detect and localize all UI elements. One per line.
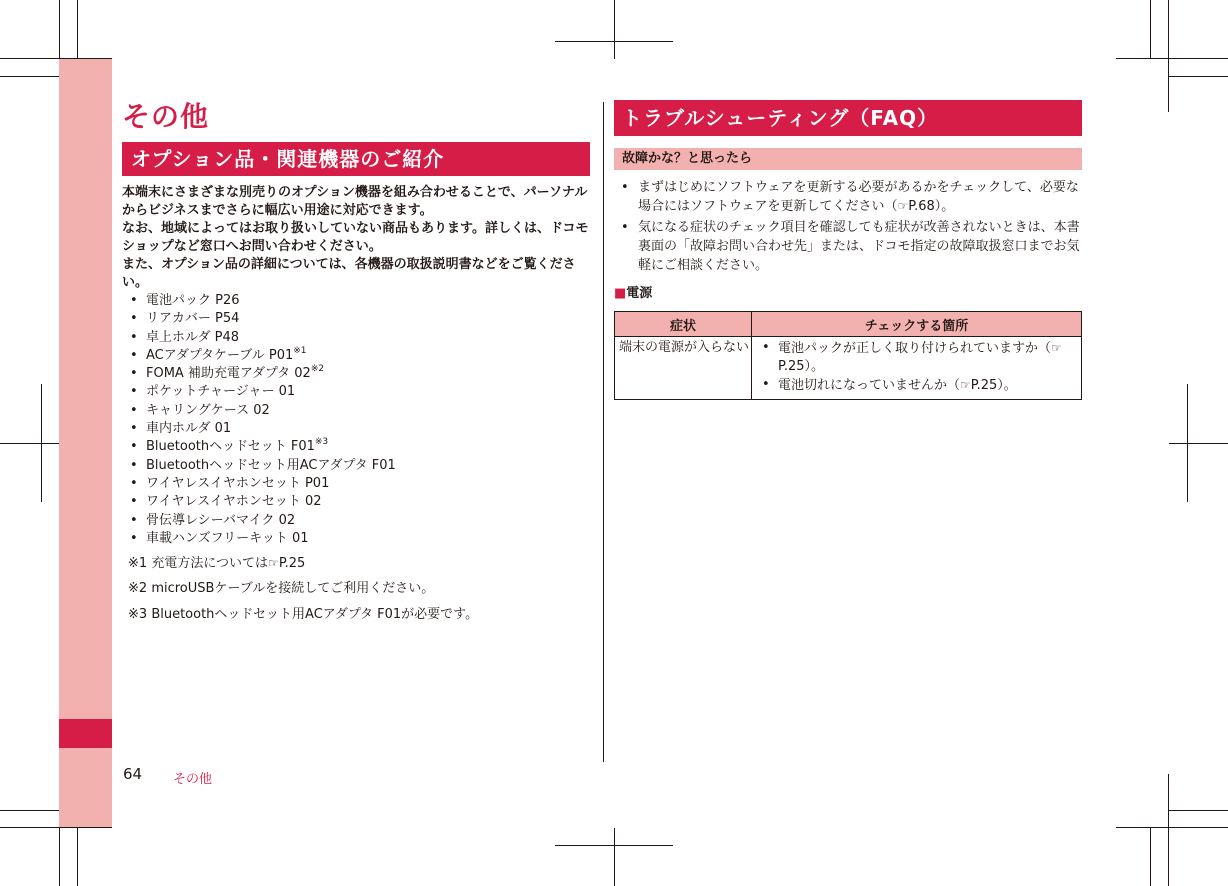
reference-icon: ☞ (268, 556, 279, 571)
table-header-row (615, 312, 1082, 337)
footnote-1 (122, 554, 590, 580)
right-column (614, 100, 1082, 400)
check-cell (752, 337, 1082, 400)
square-bullet-icon: ■ (614, 286, 627, 301)
option-item (122, 457, 590, 475)
page-reference[interactable]: P.68 (908, 199, 935, 214)
faq-item (614, 218, 1082, 275)
option-name: Bluetoothヘッドセット用ACアダプタ F01 (146, 457, 396, 473)
option-note-mark: ※1 (293, 345, 307, 356)
option-name: 骨伝導レシーバマイク 02 (146, 512, 296, 528)
option-note-mark: ※3 (314, 437, 329, 448)
option-name: ACアダプタケーブル P01 (146, 347, 294, 363)
intro-paragraph: なお、地域によってはお取り扱いしていない商品もあります。詳しくは、ドコモショップなど窓口へお問い合わせください。 (122, 221, 589, 254)
footnote-text: microUSBケーブルを接続してご利用ください。 (151, 581, 435, 597)
option-name: FOMA 補助充電アダプタ 02 (146, 366, 311, 382)
side-index-band (59, 59, 112, 827)
option-item (122, 402, 590, 420)
reference-icon: ☞ (897, 199, 909, 213)
option-item (122, 292, 590, 310)
intro-paragraph: また、オプション品の詳細については、各機器の取扱説明書などをご覧ください。 (122, 257, 576, 290)
options-list (122, 292, 590, 548)
column-header-check: チェックする箇所 (752, 312, 1082, 337)
footnote-text: Bluetoothヘッドセット用ACアダプタ F01が必要です。 (151, 607, 479, 623)
footnote-mark: ※3 (128, 607, 148, 623)
check-list (756, 339, 1079, 395)
faq-header: トラブルシューティング（FAQ） (614, 100, 1082, 136)
faq-item-end: ）。 (934, 199, 955, 214)
category-label (614, 285, 1082, 303)
option-item (122, 438, 590, 456)
footnote-3 (122, 606, 590, 632)
footnote-mark: ※2 (128, 581, 148, 597)
option-item (122, 365, 590, 383)
footnote-text: 充電方法については (151, 556, 269, 572)
option-item (122, 530, 590, 548)
faq-item (614, 178, 1082, 216)
option-name: リアカバー P54 (146, 311, 240, 327)
option-name: Bluetoothヘッドセット F01 (146, 439, 315, 455)
symptom-cell: 端末の電源が入らない (615, 337, 752, 400)
option-name: 電池パック P26 (146, 293, 240, 308)
option-item (122, 420, 590, 438)
option-name: ワイヤレスイヤホンセット P01 (146, 475, 330, 491)
faq-subheader: 故障かな？と思ったら (614, 148, 1082, 170)
option-name: キャリングケース 02 (146, 402, 270, 418)
section-title: その他 (122, 100, 210, 133)
reference-icon: ☞ (1051, 341, 1062, 355)
footnotes (122, 554, 590, 632)
faq-item-text: まずはじめにソフトウェアを更新する必要があるかをチェックして、必要な場合にはソフトウェアを更新してください（ (638, 180, 1079, 214)
page-reference[interactable]: P.25 (278, 556, 306, 572)
footnote-2 (122, 580, 590, 606)
option-name: 車載ハンズフリーキット 01 (146, 530, 309, 546)
option-item (122, 475, 590, 493)
option-name: ポケットチャージャー 01 (146, 384, 296, 400)
page-number: 64 (123, 765, 143, 783)
option-name: ワイヤレスイヤホンセット 02 (146, 494, 322, 510)
footer-title: その他 (173, 772, 213, 787)
option-item (122, 347, 590, 365)
left-column (122, 98, 590, 632)
intro-paragraph: 本端末にさまざまな別売りのオプション機器を組み合わせることで、パーソナルからビジネスまでさらに幅広い用途に対応できます。 (122, 185, 588, 218)
table-row (615, 337, 1082, 400)
option-name: 車内ホルダ 01 (146, 421, 232, 437)
check-end: ）。 (997, 378, 1017, 393)
option-name: 卓上ホルダ P48 (146, 329, 239, 345)
check-end: ）。 (804, 359, 825, 374)
reference-icon: ☞ (960, 378, 971, 392)
column-divider (603, 102, 604, 762)
troubleshooting-table (614, 311, 1082, 400)
option-item (122, 493, 590, 511)
option-item (122, 512, 590, 530)
column-header-symptom: 症状 (615, 312, 752, 337)
page-reference[interactable]: P.25 (778, 359, 805, 374)
option-item (122, 329, 590, 347)
check-item (756, 376, 1079, 395)
option-note-mark: ※2 (310, 364, 325, 375)
page-reference[interactable]: P.25 (970, 378, 998, 393)
check-text: 電池切れになっていませんか（ (778, 378, 961, 393)
side-index-tab (59, 719, 112, 748)
option-item (122, 310, 590, 328)
category-text: 電源 (626, 286, 653, 301)
option-item (122, 383, 590, 401)
intro-text (122, 184, 590, 292)
options-header: オプション品・関連機器のご紹介 (122, 142, 590, 176)
faq-item-text: 気になる症状のチェック項目を確認しても症状が改善されないときは、本書裏面の「故障お問い合わせ先」または、ドコモ指定の故障取扱窓口までお気軽にご相談ください。 (638, 220, 1080, 273)
footnote-mark: ※1 (128, 556, 148, 572)
check-text: 電池パックが正しく取り付けられていますか（ (778, 341, 1052, 356)
faq-list (614, 178, 1082, 275)
check-item (756, 339, 1079, 376)
